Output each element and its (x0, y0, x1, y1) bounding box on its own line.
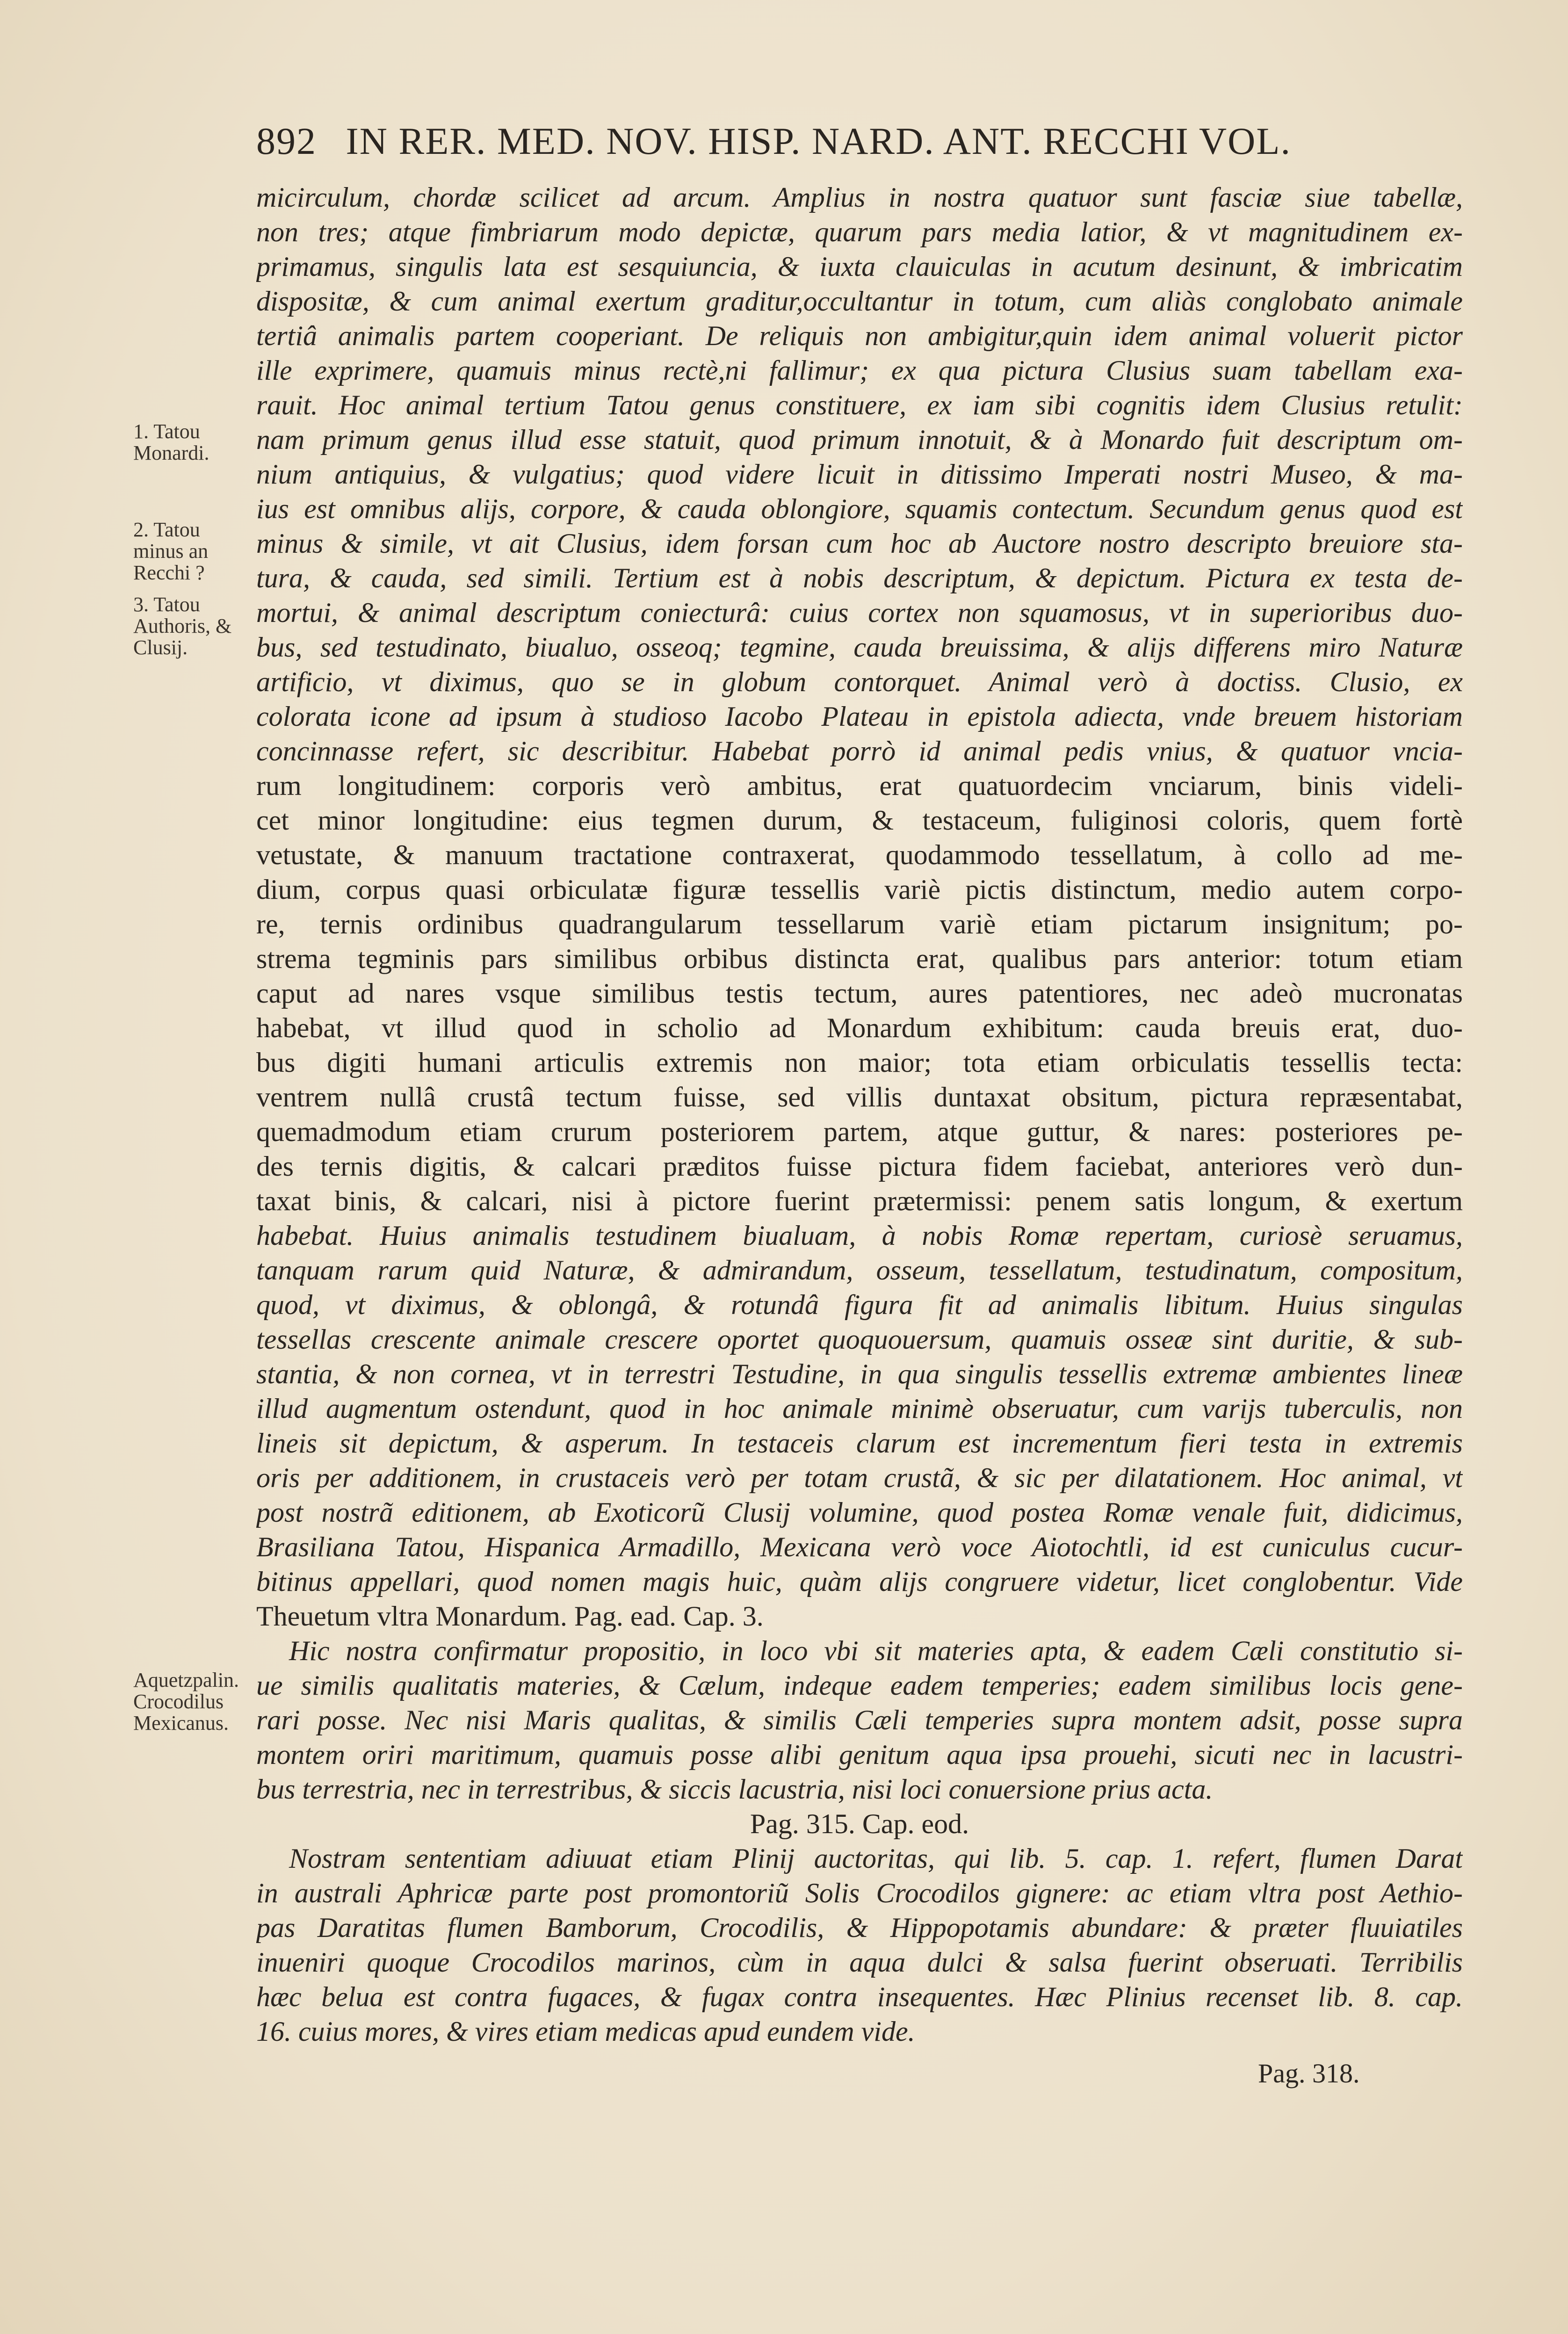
text-line: lineis sit depictum, & asperum. In testaceis clarum est incrementum fieri testa in extremis (256, 1428, 1463, 1459)
text-line: minus & simile, vt ait Clusius, idem forsan cum hoc ab Auctore nostro descripto breuiore sta- (256, 528, 1463, 559)
text-line: strema tegminis pars similibus orbibus distincta erat, qualibus pars anterior: totum etiam (256, 943, 1463, 974)
text-line: hæc belua est contra fugaces, & fugax contra insequentes. Hæc Plinius recenset lib. 8. cap. (256, 1981, 1463, 2012)
text-line: bus digiti humani articulis extremis non maior; tota etiam orbiculatis tessellis tecta: (256, 1047, 1463, 1078)
text-line: stantia, & non cornea, vt in terrestri Testudine, in qua singulis tessellis extremæ ambientes lineæ (256, 1358, 1463, 1389)
catchword: Pag. 318. (1258, 2058, 1360, 2088)
text-line: inueniri quoque Crocodilos marinos, cùm in aqua dulci & salsa fuerint obseruati. Terribilis (256, 1947, 1463, 1978)
text-line: ue similis qualitatis materies, & Cælum, indeque eadem temperies; eadem similibus locis gene- (256, 1670, 1463, 1701)
text-line: rum longitudinem: corporis verò ambitus, erat quatuordecim vnciarum, binis videli- (256, 770, 1463, 801)
text-line: bus terrestria, nec in terrestribus, & siccis lacustria, nisi loci conuersione prius acta. (256, 1774, 1213, 1805)
margin-note: Aquetzpalin. Crocodilus Mexicanus. (133, 1669, 239, 1734)
text-line: tanquam rarum quid Naturæ, & admirandum, osseum, tessellatum, testudinatum, compositum, (256, 1255, 1463, 1286)
text-line: ius est omnibus alijs, corpore, & cauda oblongiore, squamis contectum. Secundum genus quod est (256, 493, 1463, 524)
text-line: mortui, & animal descriptum coniecturâ: cuius cortex non squamosus, vt in superioribus duo- (256, 597, 1463, 628)
text-line: taxat binis, & calcari, nisi à pictore fuerint prætermissi: penem satis longum, & exertum (256, 1185, 1463, 1216)
text-line: concinnasse refert, sic describitur. Habebat porrò id animal pedis vnius, & quatuor vncia- (256, 736, 1463, 766)
text-line: vetustate, & manuum tractatione contraxerat, quodammodo tessellatum, à collo ad me- (256, 839, 1463, 870)
text-line: Hic nostra confirmatur propositio, in loco vbi sit materies apta, & eadem Cæli constitutio si- (289, 1635, 1463, 1666)
margin-note: 2. Tatou minus an Recchi ? (133, 518, 209, 584)
text-line: dium, corpus quasi orbiculatæ figuræ tessellis variè pictis distinctum, medio autem corpo- (256, 874, 1463, 905)
text-line: bus, sed testudinato, biualuo, osseoq; tegmine, cauda breuissima, & alijs differens miro Naturæ (256, 632, 1463, 663)
text-line: Pag. 315. Cap. eod. (750, 1808, 969, 1839)
text-line: ventrem nullâ crustâ tectum fuisse, sed villis duntaxat obsitum, pictura repræsentabat, (256, 1082, 1463, 1113)
page-number: 892 (256, 120, 317, 162)
text-line: in australi Aphricæ parte post promontoriũ Solis Crocodilos gignere: ac etiam vltra post Aethio- (256, 1878, 1463, 1908)
text-line: 16. cuius mores, & vires etiam medicas apud eundem vide. (256, 2016, 915, 2047)
text-line: habebat, vt illud quod in scholio ad Monardum exhibitum: cauda breuis erat, duo- (256, 1012, 1463, 1043)
text-line: artificio, vt diximus, quo se in globum contorquet. Animal verò à doctiss. Clusio, ex (256, 666, 1463, 697)
text-line: non tres; atque fimbriarum modo depictæ, quarum pars media latior, & vt magnitudinem ex- (256, 217, 1463, 247)
text-line: nam primum genus illud esse statuit, quod primum innotuit, & à Monardo fuit descriptum om- (256, 424, 1463, 455)
text-line: habebat. Huius animalis testudinem biualuam, à nobis Romæ repertam, curiosè seruamus, (256, 1220, 1463, 1251)
text-line: rari posse. Nec nisi Maris qualitas, & similis Cæli temperies supra montem adsit, posse supra (256, 1705, 1463, 1735)
text-line: pas Daratitas flumen Bamborum, Crocodilis, & Hippopotamis abundare: & præter fluuiatiles (256, 1912, 1463, 1943)
text-line: caput ad nares vsque similibus testis tectum, aures patentiores, nec adeò mucronatas (256, 978, 1463, 1009)
text-line: dispositæ, & cum animal exertum graditur,occultantur in totum, cum aliàs conglobato animale (256, 286, 1463, 317)
text-line: primamus, singulis lata est sesquiuncia, & iuxta clauiculas in acutum desinunt, & imbricatim (256, 251, 1463, 282)
text-line: quod, vt diximus, & oblongâ, & rotundâ figura fit ad animalis libitum. Huius singulas (256, 1289, 1463, 1320)
text-line: tura, & cauda, sed simili. Tertium est à nobis descriptum, & depictum. Pictura ex testa de- (256, 563, 1463, 593)
text-line: rauit. Hoc animal tertium Tatou genus constituere, ex iam sibi cognitis idem Clusius retulit: (256, 390, 1463, 420)
text-line: colorata icone ad ipsum à studioso Iacobo Plateau in epistola adiecta, vnde breuem historiam (256, 701, 1463, 732)
body-text (256, 180, 1463, 2049)
text-line: montem oriri maritimum, quamuis posse alibi genitum aqua ipsa prouehi, sicuti nec in lacustri- (256, 1739, 1463, 1770)
text-line: Brasiliana Tatou, Hispanica Armadillo, Mexicana verò voce Aiotochtli, id est cuniculus cucur- (256, 1532, 1463, 1562)
text-line: ille exprimere, quamuis minus rectè,ni fallimur; ex qua pictura Clusius suam tabellam exa- (256, 355, 1463, 386)
margin-note: 3. Tatou Authoris, & Clusij. (133, 593, 232, 659)
text-line: nium antiquius, & vulgatius; quod videre licuit in ditissimo Imperati nostri Museo, & ma- (256, 459, 1463, 490)
text-line: illud augmentum ostendunt, quod in hoc animale minimè obseruatur, cum varijs tuberculis, non (256, 1393, 1463, 1424)
text-line: micirculum, chordæ scilicet ad arcum. Amplius in nostra quatuor sunt fasciæ siue tabellæ, (256, 182, 1463, 213)
text-line: Theuetum vltra Monardum. Pag. ead. Cap. 3. (256, 1601, 764, 1632)
text-line: cet minor longitudine: eius tegmen durum, & testaceum, fuliginosi coloris, quem fortè (256, 805, 1463, 836)
text-line: tessellas crescente animale crescere oportet quoquouersum, quamuis osseæ sint duritie, & sub- (256, 1324, 1463, 1355)
text-line: quemadmodum etiam crurum posteriorem partem, atque guttur, & nares: posteriores pe- (256, 1116, 1463, 1147)
running-header (256, 119, 1472, 163)
text-line: tertiâ animalis partem cooperiant. De reliquis non ambigitur,quin idem animal voluerit pictor (256, 320, 1463, 351)
text-line: oris per additionem, in crustaceis verò per totam crustã, & sic per dilatationem. Hoc animal, vt (256, 1462, 1463, 1493)
text-line: re, ternis ordinibus quadrangularum tessellarum variè etiam pictarum insignitum; po- (256, 909, 1463, 939)
text-line: bitinus appellari, quod nomen magis huic, quàm alijs congruere videtur, licet conglobentur. Vide (256, 1566, 1463, 1597)
text-line: Nostram sententiam adiuuat etiam Plinij auctoritas, qui lib. 5. cap. 1. refert, flumen Darat (289, 1843, 1463, 1874)
running-title: IN RER. MED. NOV. HISP. NARD. ANT. RECCHI VOL. (346, 120, 1291, 162)
text-line: des ternis digitis, & calcari præditos fuisse pictura fidem faciebat, anteriores verò dun- (256, 1151, 1463, 1182)
text-line: post nostrã editionem, ab Exoticorũ Clusij volumine, quod postea Romæ venale fuit, didicimus, (256, 1497, 1463, 1528)
margin-note: 1. Tatou Monardi. (133, 420, 210, 464)
